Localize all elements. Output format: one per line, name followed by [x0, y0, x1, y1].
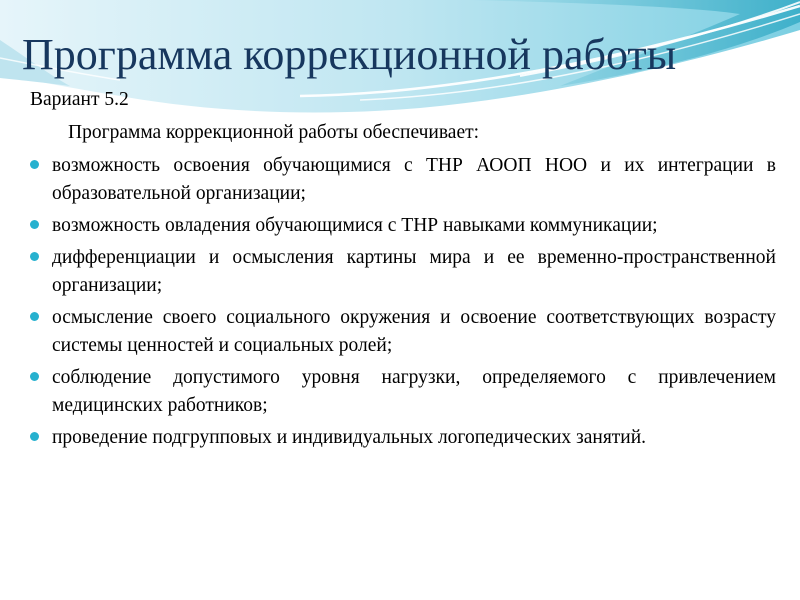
- bullet-item: [30, 364, 776, 420]
- slide-content: [30, 86, 776, 456]
- intro-text: Программа коррекционной работы обеспечивает:: [68, 122, 480, 143]
- bullet-item: [30, 304, 776, 360]
- bullet-dot-icon: [30, 312, 39, 321]
- bullet-item: [30, 212, 776, 240]
- variant-label: Вариант 5.2: [30, 89, 129, 110]
- bullet-dot-icon: [30, 432, 39, 441]
- slide-title: Программа коррекционной работы: [22, 30, 677, 79]
- bullet-text: соблюдение допустимого уровня нагрузки, определяемого с привлечением медицинских работников;: [52, 367, 776, 416]
- bullet-item: [30, 244, 776, 300]
- bullet-text: возможность овладения обучающимися с ТНР навыками коммуникации;: [52, 215, 658, 236]
- bullet-item: [30, 152, 776, 208]
- bullet-list: [30, 152, 776, 452]
- bullet-text: возможность освоения обучающимися с ТНР АООП НОО и их интеграции в образовательной организации;: [52, 155, 776, 204]
- bullet-dot-icon: [30, 372, 39, 381]
- bullet-text: дифференциации и осмысления картины мира и ее временно-пространственной организации;: [52, 247, 776, 296]
- bullet-text: проведение подгрупповых и индивидуальных логопедических занятий.: [52, 427, 647, 448]
- bullet-dot-icon: [30, 220, 39, 229]
- bullet-item: [30, 424, 776, 452]
- bullet-dot-icon: [30, 252, 39, 261]
- bullet-dot-icon: [30, 160, 39, 169]
- bullet-text: осмысление своего социального окружения и освоение соответствующих возрасту системы ценностей и социальных ролей;: [52, 307, 776, 356]
